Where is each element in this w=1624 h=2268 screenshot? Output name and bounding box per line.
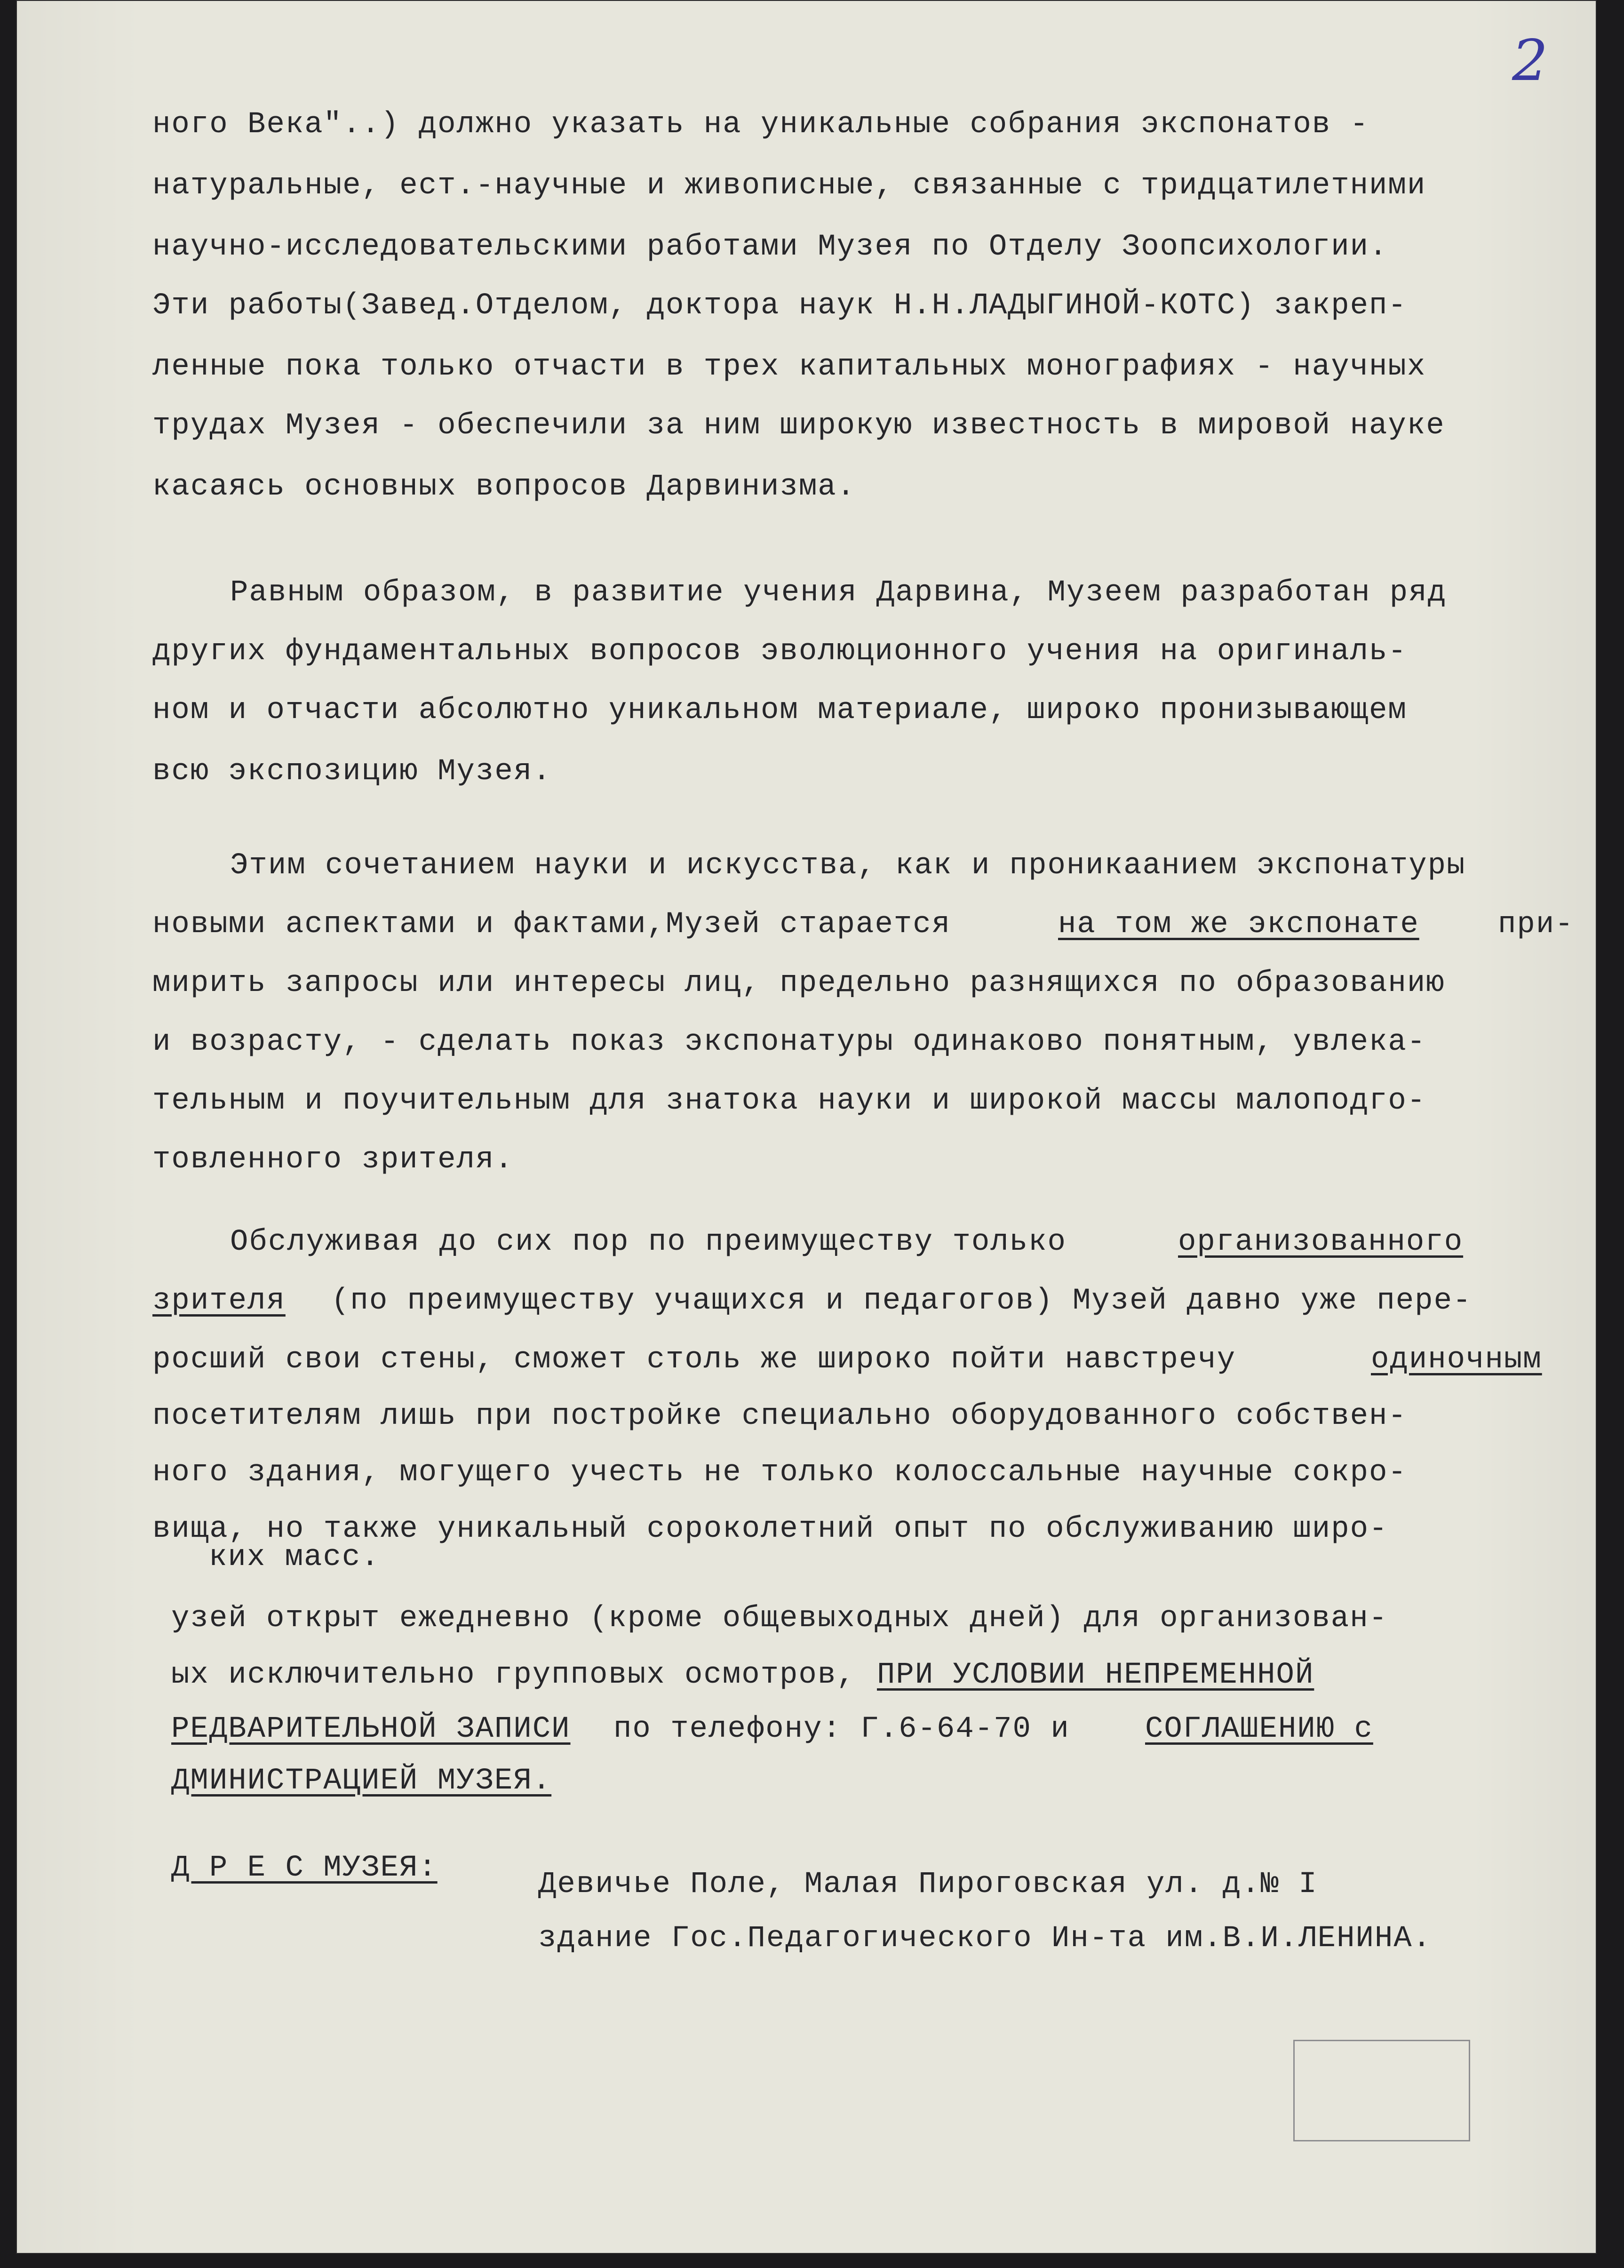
text-line: вища, но также уникальный сороколетний опыт по обслуживанию широ- <box>152 1512 1388 1546</box>
text-line: Этим сочетанием науки и искусства, как и проникаанием экспонатуры <box>230 849 1466 883</box>
document-page <box>16 0 1597 2254</box>
text-line: трудах Музея - обеспечили за ним широкую известность в мировой науке <box>152 409 1445 443</box>
underlined-phrase: РЕДВАРИТЕЛЬНОЙ ЗАПИСИ <box>171 1712 571 1746</box>
text-line: при- <box>1498 908 1574 942</box>
text-line: Эти работы(Завед.Отделом, доктора наук Н.Н.ЛАДЫГИНОЙ-КОТС) закреп- <box>152 289 1407 323</box>
text-line: товленного зрителя. <box>152 1143 514 1177</box>
underlined-phrase: ДМИНИСТРАЦИЕЙ МУЗЕЯ. <box>171 1764 552 1798</box>
text-line: всю экспозицию Музея. <box>152 755 552 789</box>
text-line: узей открыт ежедневно (кроме общевыходных дней) для организован- <box>171 1602 1388 1636</box>
text-line: ленные пока только отчасти в трех капитальных монографиях - научных <box>152 350 1426 384</box>
underlined-phrase: ПРИ УСЛОВИИ НЕПРЕМЕННОЙ <box>877 1658 1314 1692</box>
text-line: ного Века"..) должно указать на уникальные собрания экспонатов - <box>152 108 1369 142</box>
text-line: тельным и поучительным для знатока науки и широкой массы малоподго- <box>152 1084 1426 1118</box>
text-line: ного здания, могущего учесть не только колоссальные научные сокро- <box>152 1456 1407 1490</box>
underlined-phrase: СОГЛАШЕНИЮ с <box>1145 1712 1373 1746</box>
text-line: касаясь основных вопросов Дарвинизма. <box>152 470 856 504</box>
text-line: натуральные, ест.-научные и живописные, связанные с тридцатилетними <box>152 169 1426 203</box>
text-line: ких масс. <box>209 1541 380 1574</box>
text-line: Равным образом, в развитие учения Дарвина, Музеем разработан ряд <box>230 576 1447 610</box>
text-line: Обслуживая до сих пор по преимуществу только <box>230 1225 1067 1259</box>
text-line: мирить запросы или интересы лиц, предельно разнящихся по образованию <box>152 966 1445 1000</box>
text-line: ном и отчасти абсолютно уникальном материале, широко пронизывающем <box>152 694 1407 727</box>
address-line: Девичье Поле, Малая Пироговская ул. д.№ I <box>538 1868 1318 1901</box>
archive-stamp <box>1293 2040 1470 2141</box>
text-line: росший свои стены, сможет столь же широко пойти навстречу <box>152 1343 1236 1377</box>
underlined-phrase: зрителя <box>152 1284 286 1318</box>
text-line: и возрасту, - сделать показ экспонатуры одинаково понятным, увлека- <box>152 1025 1426 1059</box>
underlined-phrase: одиночным <box>1371 1343 1542 1377</box>
page-number: 2 <box>1512 28 1548 94</box>
text-line: по телефону: Г.6-64-70 и <box>613 1712 1070 1746</box>
address-label: Д Р Е С МУЗЕЯ: <box>171 1851 438 1885</box>
text-line: научно-исследовательскими работами Музея по Отделу Зоопсихологии. <box>152 230 1388 264</box>
underlined-phrase: на том же экспонате <box>1058 908 1419 942</box>
text-line: ых исключительно групповых осмотров, <box>171 1658 856 1692</box>
underlined-phrase: организованного <box>1178 1225 1464 1259</box>
text-line: посетителям лишь при постройке специально оборудованного собствен- <box>152 1399 1407 1433</box>
text-line: новыми аспектами и фактами,Музей старается <box>152 908 951 942</box>
text-line: (по преимуществу учащихся и педагогов) Музей давно уже пере- <box>331 1284 1472 1318</box>
text-line: других фундаментальных вопросов эволюционного учения на оригиналь- <box>152 635 1407 669</box>
address-line: здание Гос.Педагогического Ин-та им.В.И.ЛЕНИНА. <box>538 1922 1432 1956</box>
